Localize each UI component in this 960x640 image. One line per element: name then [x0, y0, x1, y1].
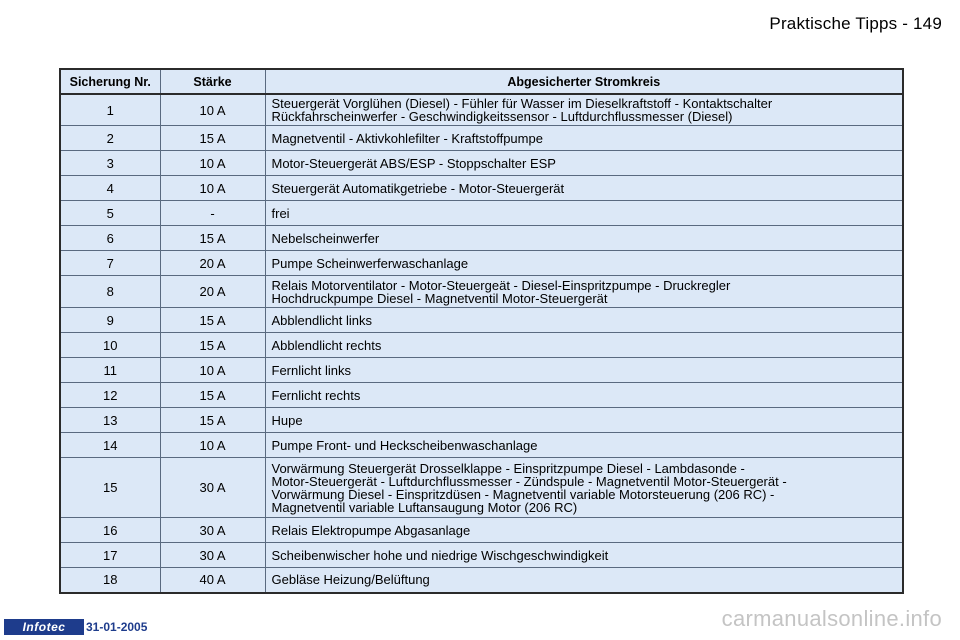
- fuse-circuit: Nebelscheinwerfer: [265, 226, 903, 251]
- fuse-number: 5: [60, 201, 160, 226]
- fuse-circuit: Hupe: [265, 408, 903, 433]
- fuse-circuit: Relais Elektropumpe Abgasanlage: [265, 518, 903, 543]
- fuse-circuit: Relais Motorventilator - Motor-Steuergeät - Diesel-Einspritzpumpe - Druckregler Hochdruckpumpe Diesel - Magnetventil Motor-Steuergerät: [265, 276, 903, 308]
- fuse-number: 18: [60, 568, 160, 593]
- fuse-circuit: Fernlicht rechts: [265, 383, 903, 408]
- fuse-number: 14: [60, 433, 160, 458]
- fuse-circuit: Vorwärmung Steuergerät Drosselklappe - Einspritzpumpe Diesel - Lambdasonde - Motor-Steuergerät - Luftdurchflussmesser - Zündspule - Magnetventil Motor-Steuergerät - Vorwärmung Diesel - Einspritzdüsen - Magnetventil variable Motorsteuerung (206 RC) - Magnetventil variable Luftansaugung Motor (206 RC): [265, 458, 903, 518]
- fuse-number: 15: [60, 458, 160, 518]
- table-row: [60, 126, 903, 151]
- fuse-rating: 15 A: [160, 126, 265, 151]
- table-row: [60, 568, 903, 593]
- fuse-rating: 20 A: [160, 251, 265, 276]
- fuse-circuit: Abblendlicht rechts: [265, 333, 903, 358]
- fuse-number: 17: [60, 543, 160, 568]
- fuse-circuit: Scheibenwischer hohe und niedrige Wischgeschwindigkeit: [265, 543, 903, 568]
- page-header: Praktische Tipps - 149: [769, 14, 942, 33]
- table-row: [60, 383, 903, 408]
- fuse-rating: 15 A: [160, 226, 265, 251]
- print-date: 31-01-2005: [86, 620, 148, 634]
- table-row: [60, 276, 903, 308]
- fuse-number: 6: [60, 226, 160, 251]
- fuse-rating: 40 A: [160, 568, 265, 593]
- fuse-circuit: Pumpe Front- und Heckscheibenwaschanlage: [265, 433, 903, 458]
- fuse-rating: 10 A: [160, 433, 265, 458]
- fuse-number: 1: [60, 94, 160, 126]
- fuse-circuit: Magnetventil - Aktivkohlefilter - Kraftstoffpumpe: [265, 126, 903, 151]
- fuse-circuit: Motor-Steuergerät ABS/ESP - Stoppschalter ESP: [265, 151, 903, 176]
- fuse-circuit: Gebläse Heizung/Belüftung: [265, 568, 903, 593]
- fuse-number: 8: [60, 276, 160, 308]
- table-row: [60, 201, 903, 226]
- table-row: [60, 433, 903, 458]
- table-row: [60, 458, 903, 518]
- fuse-number: 9: [60, 308, 160, 333]
- fuse-rating: 15 A: [160, 308, 265, 333]
- fuse-number: 7: [60, 251, 160, 276]
- fuse-circuit: Pumpe Scheinwerferwaschanlage: [265, 251, 903, 276]
- table-row: [60, 94, 903, 126]
- fuse-circuit: Steuergerät Vorglühen (Diesel) - Fühler für Wasser im Dieselkraftstoff - Kontaktschalter Rückfahrscheinwerfer - Geschwindigkeitssensor - Luftdurchflussmesser (Diesel): [265, 94, 903, 126]
- fuse-number: 13: [60, 408, 160, 433]
- fuse-circuit: Steuergerät Automatikgetriebe - Motor-Steuergerät: [265, 176, 903, 201]
- table-row: [60, 358, 903, 383]
- fuse-number: 4: [60, 176, 160, 201]
- fuse-circuit: Abblendlicht links: [265, 308, 903, 333]
- fuse-number: 10: [60, 333, 160, 358]
- table-row: [60, 543, 903, 568]
- table-row: [60, 251, 903, 276]
- fuse-number: 3: [60, 151, 160, 176]
- fuse-number: 2: [60, 126, 160, 151]
- fuse-circuit: frei: [265, 201, 903, 226]
- infotec-logo: Infotec: [4, 619, 84, 635]
- table-row: [60, 226, 903, 251]
- fuse-rating: 15 A: [160, 383, 265, 408]
- table-row: [60, 333, 903, 358]
- column-header-rating: Stärke: [160, 69, 265, 94]
- table-row: [60, 176, 903, 201]
- watermark: carmanualsonline.info: [721, 606, 942, 631]
- fuse-number: 16: [60, 518, 160, 543]
- fuse-number: 11: [60, 358, 160, 383]
- table-body: [60, 94, 903, 593]
- fuse-rating: 15 A: [160, 333, 265, 358]
- fuse-rating: 30 A: [160, 543, 265, 568]
- fuse-rating: 10 A: [160, 151, 265, 176]
- column-header-fuse-number: Sicherung Nr.: [60, 69, 160, 94]
- footer: [4, 619, 147, 635]
- table-header-row: [60, 69, 903, 94]
- fuse-rating: 30 A: [160, 518, 265, 543]
- table-row: [60, 518, 903, 543]
- fuse-rating: 30 A: [160, 458, 265, 518]
- table-row: [60, 308, 903, 333]
- fuse-number: 12: [60, 383, 160, 408]
- table-row: [60, 408, 903, 433]
- fuse-rating: 10 A: [160, 358, 265, 383]
- fuse-rating: 10 A: [160, 176, 265, 201]
- fuse-rating: -: [160, 201, 265, 226]
- fuse-table: [59, 68, 904, 594]
- fuse-rating: 15 A: [160, 408, 265, 433]
- fuse-rating: 10 A: [160, 94, 265, 126]
- column-header-circuit: Abgesicherter Stromkreis: [265, 69, 903, 94]
- fuse-rating: 20 A: [160, 276, 265, 308]
- table-row: [60, 151, 903, 176]
- fuse-circuit: Fernlicht links: [265, 358, 903, 383]
